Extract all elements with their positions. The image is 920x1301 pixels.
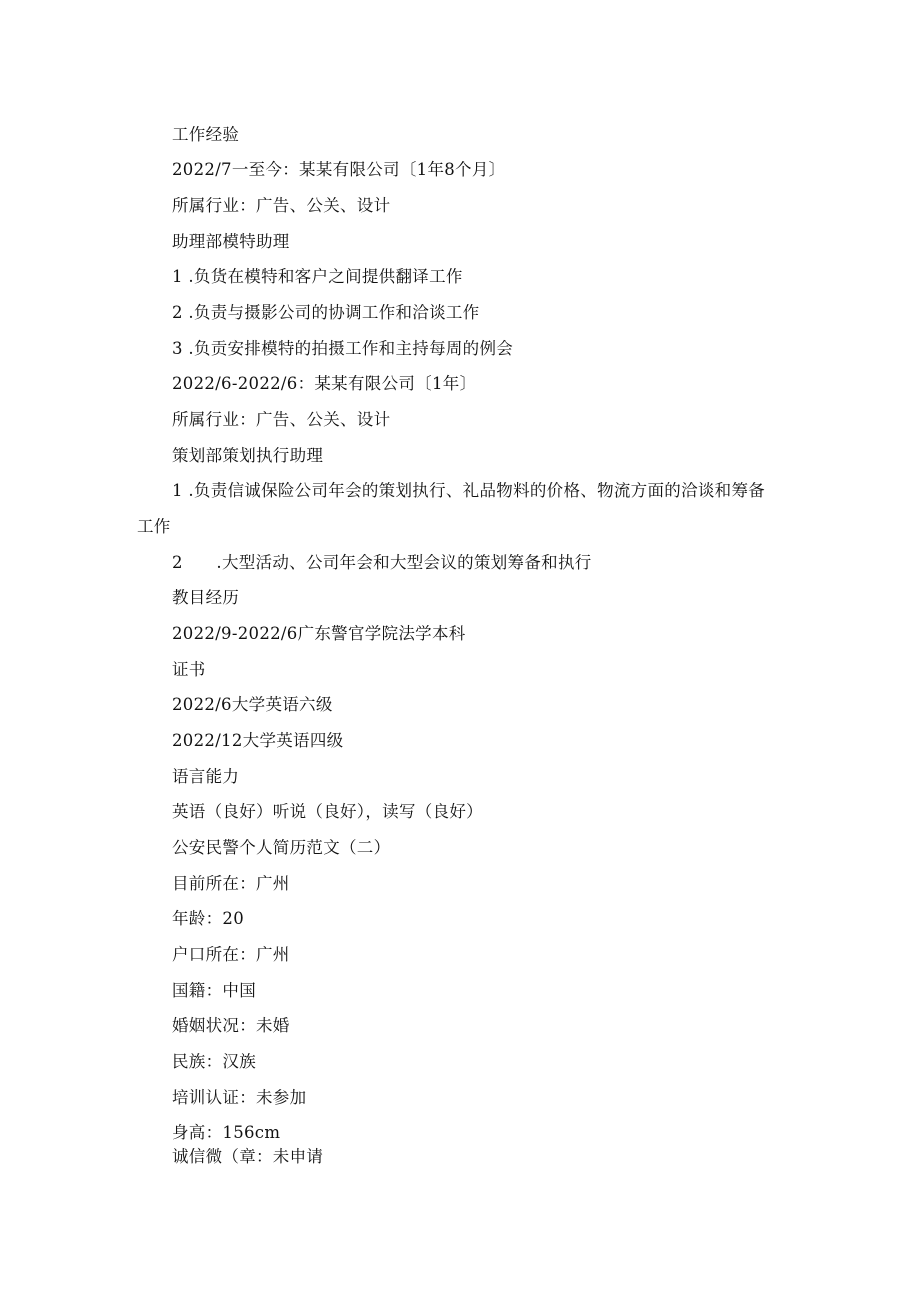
job-2-duty-2: 2 .大型活动、公司年会和大型会议的策划筹备和执行 bbox=[172, 553, 592, 572]
info-location: 目前所在：广州 bbox=[172, 874, 290, 893]
job-2-duty-1-wrap: 工作 bbox=[137, 517, 171, 536]
heading-certificates: 证书 bbox=[172, 660, 206, 679]
certificate-cet6: 2022/6大学英语六级 bbox=[172, 695, 333, 714]
section-title-sample-2: 公安民警个人简历范文（二） bbox=[172, 838, 391, 857]
job-1-industry: 所属行业：广告、公关、设计 bbox=[172, 196, 391, 215]
heading-education: 教目经历 bbox=[172, 588, 240, 607]
job-2-period: 2022/6-2022/6：某某有限公司〔1年〕 bbox=[172, 374, 477, 393]
certificate-cet4: 2022/12大学英语四级 bbox=[172, 731, 344, 750]
job-1-position: 助理部模特助理 bbox=[172, 232, 290, 251]
info-credit-badge: 诚信微（章：未申请 bbox=[172, 1147, 324, 1166]
job-1-duty-2: 2 .负责与摄影公司的协调工作和洽谈工作 bbox=[172, 303, 480, 322]
info-height: 身高：156cm bbox=[172, 1123, 281, 1142]
info-nationality: 国籍：中国 bbox=[172, 981, 256, 1000]
job-1-period: 2022/7一至今：某某有限公司〔1年8个月〕 bbox=[172, 160, 506, 179]
heading-work-experience: 工作经验 bbox=[172, 125, 240, 144]
info-hukou: 户口所在：广州 bbox=[172, 945, 290, 964]
info-ethnicity: 民族：汉族 bbox=[172, 1052, 256, 1071]
heading-language: 语言能力 bbox=[172, 767, 240, 786]
job-1-duty-1: 1 .负货在模特和客户之间提供翻译工作 bbox=[172, 267, 463, 286]
info-training: 培训认证：未参加 bbox=[172, 1088, 307, 1107]
info-marital-status: 婚姻状况：未婚 bbox=[172, 1016, 290, 1035]
language-english: 英语（良好）听说（良好），读写（良好） bbox=[172, 802, 483, 821]
job-2-industry: 所属行业：广告、公关、设计 bbox=[172, 410, 391, 429]
education-entry: 2022/9-2022/6广东警官学院法学本科 bbox=[172, 624, 466, 643]
job-1-duty-3: 3 .负贡安排模特的拍摄工作和主持每周的例会 bbox=[172, 339, 514, 358]
job-2-duty-1: 1 .负责信诚保险公司年会的策划执行、礼品物料的价格、物流方面的洽谈和筹备 bbox=[172, 481, 766, 500]
info-age: 年龄：20 bbox=[172, 909, 244, 928]
job-2-position: 策划部策划执行助理 bbox=[172, 446, 324, 465]
